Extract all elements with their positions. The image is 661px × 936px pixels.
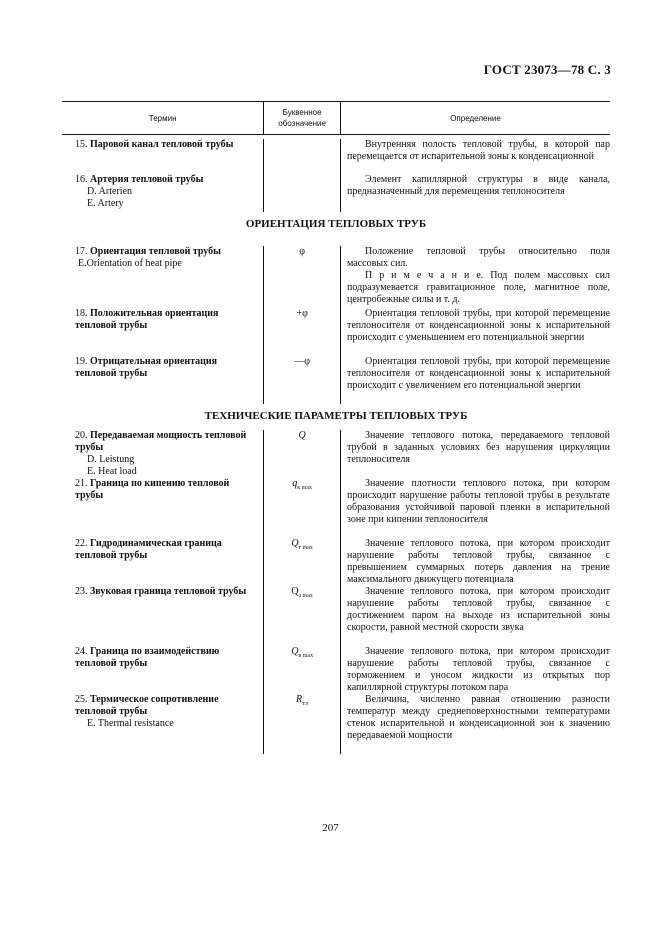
table-row: 15. Паровой канал тепловой трубы Внутренняя полость тепловой трубы, в которой пар перемещается от испарительной зоны к конденсационной <box>62 135 610 174</box>
term-name: Отрицательная ориентация тепловой трубы <box>75 356 218 379</box>
symbol: Q <box>291 538 299 549</box>
term-name: Граница по кипению тепловой трубы <box>75 478 230 501</box>
table-row: 22. Гидродинамическая граница тепловой трубы $Q_{г max}$ Значение теплового потока, при котором происходит нарушение работы тепловой трубы, связанное с превышением суммарных потерь давления на трение максимального движущего потенциала <box>75 538 610 585</box>
table-row: 23. Звуковая граница тепловой трубы $Q_{з max}$ Значение теплового потока, при котором происходит нарушение работы тепловой трубы, связанное с достижением паром на выходе из испарительной зоны скорости, равной местной скорости звука <box>62 586 610 646</box>
symbol: Q <box>298 430 306 441</box>
table-row: 20. Передаваемая мощность тепловой трубы D. Leistung E. Heat load Q Значение теплового потока, передаваемого тепловой трубой в заданных условиях без нарушения циркуляции теплоносителя <box>75 430 610 477</box>
term-name: Передаваемая мощность тепловой трубы <box>75 430 247 453</box>
symbol: q <box>292 478 298 489</box>
definition: Величина, численно равная отношению разности температур между среднеповерхностными температурами стенок испарительной и конденсационной зон к значению передаваемой мощности <box>347 694 610 741</box>
definition: Элемент капиллярной структуры в виде канала, предназначенный для перемещения теплоносителя <box>347 174 610 197</box>
definition: Значение плотности теплового потока, при котором происходит нарушение работы тепловой трубы в результате образования устойчивой паровой пленки в испарительной зоне при кипении теплоносителя <box>347 478 610 525</box>
definition: Значение теплового потока, передаваемого тепловой трубой в заданных условиях без нарушения циркуляции теплоносителя <box>347 430 610 465</box>
definition: Ориентация тепловой трубы, при которой перемещение теплоносителя от конденсационной зоны к испарительной происходит с увеличением его потенциальной энергии <box>347 356 610 391</box>
term-name: Звуковая граница тепловой трубы <box>90 586 247 597</box>
table-row: 16. Артерия тепловой трубы D. Arterien E. Artery Элемент капиллярной структуры в виде канала, предназначенный для перемещения теплоносителя <box>62 174 610 212</box>
table-row: 19. Отрицательная ориентация тепловой трубы —φ Ориентация тепловой трубы, при которой перемещение теплоносителя от конденсационной зоны к испарительной происходит с увеличением его потенциальной энергии <box>62 356 610 404</box>
table-row: 24. Граница по взаимодействию тепловой трубы $Q_{в max}$ Значение теплового потока, при котором происходит нарушение работы тепловой трубы, связанное с торможением и уносом жидкости из открытых пор капиллярной структуры потоком пара <box>75 646 610 693</box>
term-name: Положительная ориентация тепловой трубы <box>75 308 219 331</box>
definition: Ориентация тепловой трубы, при которой перемещение теплоносителя от конденсационной зоны к испарительной происходит с уменьшением его потенциальной энергии <box>347 308 610 343</box>
table-header <box>62 101 610 135</box>
col-definition-header: Определение <box>340 102 610 134</box>
table-row: 25. Термическое сопротивление тепловой трубы E. Thermal resistance $R_{т.т}$ Величина, численно равная отношению разности температур между среднеповерхностными температурами стенок испарительной и конденсационной зон к значению передаваемой мощности <box>62 694 610 754</box>
symbol: +φ <box>296 308 308 319</box>
definition: Значение теплового потока, при котором происходит нарушение работы тепловой трубы, связанное с превышением суммарных потерь давления на трение максимального движущего потенциала <box>347 538 610 585</box>
symbol: —φ <box>294 356 311 367</box>
definition: Внутренняя полость тепловой трубы, в которой пар перемещается от испарительной зоны к конденсационной <box>347 139 610 162</box>
page-header: ГОСТ 23073—78 С. 3 <box>483 62 611 77</box>
terms-table <box>62 101 610 754</box>
section-title: ОРИЕНТАЦИЯ ТЕПЛОВЫХ ТРУБ <box>245 218 427 230</box>
definition: Положение тепловой трубы относительно поля массовых сил. <box>347 246 610 269</box>
term-name: Паровой канал тепловой трубы <box>90 139 234 150</box>
table-row: 17. Ориентация тепловой трубы E.Orientation of heat pipe φ Положение тепловой трубы относительно поля массовых сил. П р и м е ч а н и е. Под полем массовых сил подразумевается гравитационное поле, магнитное поле, центробежные силы и т. д. <box>62 236 610 308</box>
definition: Значение теплового потока, при котором происходит нарушение работы тепловой трубы, связанное с достижением паром на выходе из испарительной зоны скорости, равной местной скорости звука <box>347 586 610 633</box>
definition: Значение теплового потока, при котором происходит нарушение работы тепловой трубы, связанное с торможением и уносом жидкости из открытых пор капиллярной структуры потоком пара <box>347 646 610 693</box>
page-number: 207 <box>322 822 339 834</box>
symbol: φ <box>299 246 306 257</box>
term-name: Артерия тепловой трубы <box>90 174 204 185</box>
symbol: Q <box>291 646 299 657</box>
term-name: Ориентация тепловой трубы <box>90 246 221 257</box>
col-term-header: Термин <box>148 113 177 123</box>
term-name: Гидродинамическая граница тепловой трубы <box>75 538 222 561</box>
table-row: 18. Положительная ориентация тепловой трубы +φ Ориентация тепловой трубы, при которой перемещение теплоносителя от конденсационной зоны к испарительной происходит с уменьшением его потенциальной энергии <box>62 308 610 356</box>
term-name: Граница по взаимодействию тепловой трубы <box>75 646 220 669</box>
symbol: R <box>295 694 303 705</box>
note: П р и м е ч а н и е. Под полем массовых сил подразумевается гравитационное поле, магнитное поле, центробежные силы и т. д. <box>347 270 610 305</box>
table-row: 21. Граница по кипению тепловой трубы $q_{к max}$ Значение плотности теплового потока, при котором происходит нарушение работы тепловой трубы в результате образования устойчивой паровой пленки в испарительной зоне при кипении теплоносителя <box>62 478 610 538</box>
section-title: ТЕХНИЧЕСКИЕ ПАРАМЕТРЫ ТЕПЛОВЫХ ТРУБ <box>204 410 468 422</box>
col-symbol-header: Буквенное обозначение <box>263 102 340 134</box>
term-name: Термическое сопротивление тепловой трубы <box>75 694 219 717</box>
symbol: Q <box>291 586 299 597</box>
